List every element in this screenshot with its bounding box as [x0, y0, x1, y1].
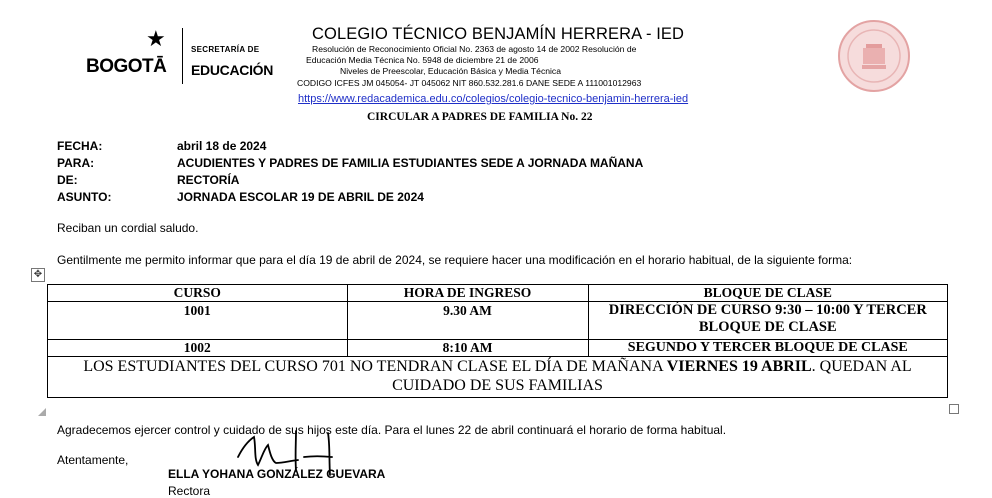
schedule-table [47, 284, 948, 398]
cell-hora: 9.30 AM [347, 302, 588, 340]
logo-city-text: BOGOTĀ [86, 56, 167, 77]
table-header-row [48, 285, 948, 302]
de-value: RECTORÍA [177, 173, 240, 187]
header-bloque-clase: BLOQUE DE CLASE [588, 285, 947, 302]
school-website-link[interactable]: https://www.redacademica.edu.co/colegios/colegio-tecnico-benjamin-herrera-ied [298, 93, 689, 105]
header-hora-ingreso: HORA DE INGRESO [347, 285, 588, 302]
note-text-bold: VIERNES 19 ABRIL [666, 358, 812, 375]
fecha-label: FECHA: [57, 139, 103, 153]
de-label: DE: [57, 173, 78, 187]
cell-curso: 1001 [48, 302, 348, 340]
greeting-text: Reciban un cordial saludo. [57, 221, 199, 235]
header-resolution-line: Resolución de Reconocimiento Oficial No. 2363 de agosto 14 de 2002 Resolución de [312, 44, 637, 54]
header-media-tecnica-line: Educación Media Técnica No. 5948 de diciembre 21 de 2006 [306, 55, 539, 65]
asunto-value: JORNADA ESCOLAR 19 DE ABRIL DE 2024 [177, 190, 424, 204]
star-icon: ★ [146, 26, 166, 51]
para-value: ACUDIENTES Y PADRES DE FAMILIA ESTUDIANTES SEDE A JORNADA MAÑANA [177, 156, 644, 170]
header-codes-line: CODIGO ICFES JM 045054- JT 045062 NIT 860.532.281.6 DANE SEDE A 111001012963 [297, 78, 642, 88]
table-corner-marker [38, 408, 46, 416]
asunto-label: ASUNTO: [57, 190, 112, 204]
cell-curso: 1002 [48, 340, 348, 357]
table-move-handle-icon[interactable]: ✥ [31, 268, 45, 282]
signer-role: Rectora [168, 484, 211, 498]
para-label: PARA: [57, 156, 95, 170]
farewell-text: Atentamente, [57, 453, 129, 467]
bogota-logo [86, 26, 274, 86]
school-seal-icon [836, 18, 912, 94]
logo-secretaria-text: SECRETARÍA DE [191, 45, 260, 54]
logo-divider [182, 28, 183, 84]
note-text-part2: . QUEDAN AL CUIDADO DE SUS FAMILIAS [392, 358, 912, 394]
closing-text: Agradecemos ejercer control y cuidado de sus hijos este día. Para el lunes 22 de abril continuará el horario de forma habitual. [57, 423, 727, 437]
table-resize-handle[interactable] [949, 404, 959, 414]
table-row [48, 302, 948, 340]
cell-bloque: DIRECCIÓN DE CURSO 9:30 – 10:00 Y TERCER BLOQUE DE CLASE [588, 302, 947, 340]
note-text-part1: LOS ESTUDIANTES DEL CURSO 701 NO TENDRAN CLASE EL DÍA DE MAÑANA [83, 358, 667, 375]
cell-bloque: SEGUNDO Y TERCER BLOQUE DE CLASE [588, 340, 947, 357]
logo-educacion-text: EDUCACIÓN [191, 62, 274, 78]
table-note-cell [48, 357, 948, 398]
signer-name: ELLA YOHANA GONZÁLEZ GUEVARA [168, 467, 386, 481]
school-name: COLEGIO TÉCNICO BENJAMÍN HERRERA - IED [312, 25, 685, 43]
table-note-row [48, 357, 948, 398]
header-curso: CURSO [48, 285, 348, 302]
intro-text: Gentilmente me permito informar que para el día 19 de abril de 2024, se requiere hacer una modificación en el horario habitual, de la siguiente forma: [57, 253, 853, 267]
cell-hora: 8:10 AM [347, 340, 588, 357]
table-row [48, 340, 948, 357]
fecha-value: abril 18 de 2024 [177, 139, 267, 153]
circular-title: CIRCULAR A PADRES DE FAMILIA No. 22 [367, 111, 593, 123]
header-levels-line: Niveles de Preescolar, Educación Básica y Media Técnica [340, 66, 562, 76]
